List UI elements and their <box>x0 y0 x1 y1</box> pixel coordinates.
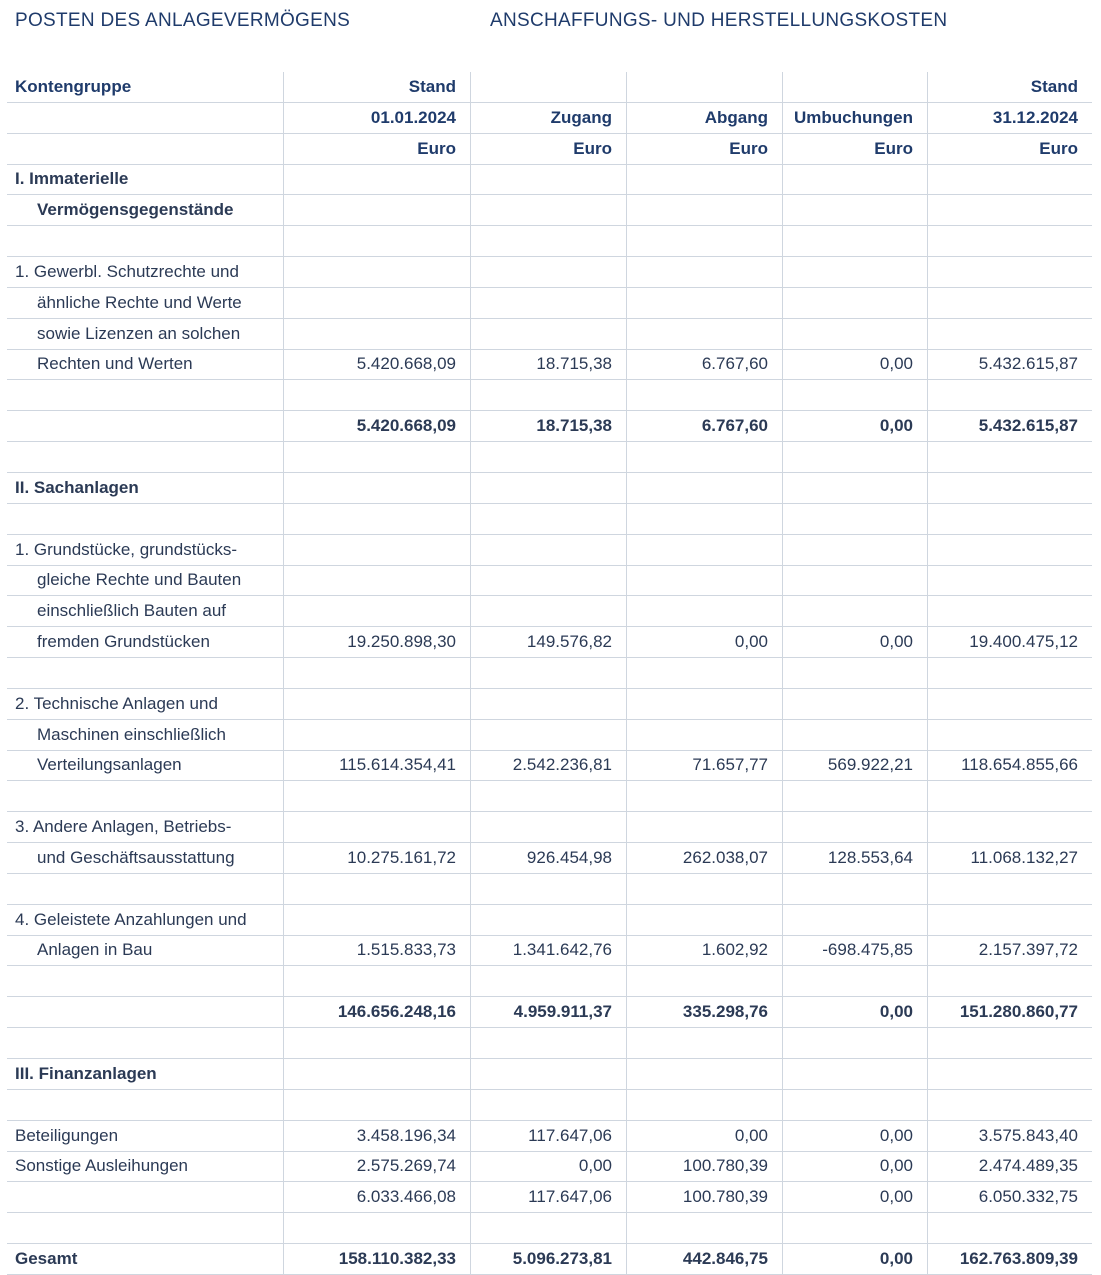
value-reclassifications <box>782 442 927 472</box>
table-row <box>7 195 1092 226</box>
header-row-1 <box>7 72 1092 103</box>
value-start <box>283 905 470 935</box>
value-end <box>927 1059 1092 1089</box>
value-additions <box>470 319 626 349</box>
row-label: I. Immaterielle <box>15 169 129 189</box>
row-label <box>7 781 283 811</box>
value-additions <box>470 504 626 534</box>
row-label <box>7 504 283 534</box>
value-reclassifications <box>782 596 927 626</box>
value-disposals <box>626 535 782 565</box>
value-additions <box>470 812 626 842</box>
row-label <box>7 1028 283 1058</box>
value-end <box>927 535 1092 565</box>
value-end: 11.068.132,27 <box>927 843 1092 873</box>
table-row <box>7 1152 1092 1183</box>
value-start <box>283 566 470 596</box>
table-row <box>7 689 1092 720</box>
value-reclassifications <box>782 720 927 750</box>
row-label: Rechten und Werten <box>37 354 193 374</box>
header-empty <box>470 72 626 102</box>
table-row <box>7 319 1092 350</box>
value-reclassifications <box>782 504 927 534</box>
value-start: 5.420.668,09 <box>283 350 470 380</box>
value-disposals <box>626 165 782 195</box>
value-additions: 5.096.273,81 <box>470 1244 626 1274</box>
table-row <box>7 874 1092 905</box>
row-label <box>7 1182 283 1212</box>
value-disposals <box>626 319 782 349</box>
header-empty <box>7 103 283 133</box>
value-reclassifications <box>782 1090 927 1120</box>
value-disposals <box>626 781 782 811</box>
value-start <box>283 380 470 410</box>
value-start: 2.575.269,74 <box>283 1152 470 1182</box>
value-additions <box>470 658 626 688</box>
value-end <box>927 473 1092 503</box>
value-start: 1.515.833,73 <box>283 936 470 966</box>
value-reclassifications <box>782 874 927 904</box>
table-row <box>7 350 1092 381</box>
value-reclassifications: 0,00 <box>782 350 927 380</box>
value-end: 151.280.860,77 <box>927 997 1092 1027</box>
value-reclassifications <box>782 165 927 195</box>
value-disposals <box>626 874 782 904</box>
value-end <box>927 689 1092 719</box>
header-balance-start: Stand <box>283 72 470 102</box>
value-disposals <box>626 195 782 225</box>
table-row <box>7 1090 1092 1121</box>
page-header <box>0 10 1101 40</box>
table-row <box>7 1059 1092 1090</box>
header-date-start: 01.01.2024 <box>283 103 470 133</box>
table-row <box>7 411 1092 442</box>
row-label: Verteilungsanlagen <box>37 755 182 775</box>
value-reclassifications: 569.922,21 <box>782 751 927 781</box>
value-reclassifications: -698.475,85 <box>782 936 927 966</box>
value-end: 2.157.397,72 <box>927 936 1092 966</box>
value-start <box>283 195 470 225</box>
table-row <box>7 812 1092 843</box>
value-start <box>283 288 470 318</box>
value-disposals <box>626 966 782 996</box>
table-row <box>7 843 1092 874</box>
header-unit: Euro <box>470 134 626 164</box>
value-end <box>927 1028 1092 1058</box>
table-row <box>7 966 1092 997</box>
value-reclassifications: 0,00 <box>782 1244 927 1274</box>
value-reclassifications <box>782 1028 927 1058</box>
value-disposals <box>626 658 782 688</box>
value-additions: 117.647,06 <box>470 1182 626 1212</box>
row-label: Sonstige Ausleihungen <box>15 1156 188 1176</box>
header-unit: Euro <box>927 134 1092 164</box>
table-row <box>7 288 1092 319</box>
value-reclassifications: 0,00 <box>782 1152 927 1182</box>
value-additions: 926.454,98 <box>470 843 626 873</box>
table-row <box>7 165 1092 196</box>
value-disposals <box>626 1028 782 1058</box>
value-start <box>283 1059 470 1089</box>
value-additions <box>470 288 626 318</box>
value-start <box>283 504 470 534</box>
table-row <box>7 936 1092 967</box>
value-disposals: 71.657,77 <box>626 751 782 781</box>
value-end <box>927 812 1092 842</box>
row-label <box>7 997 283 1027</box>
value-end <box>927 288 1092 318</box>
value-reclassifications <box>782 288 927 318</box>
row-label <box>7 442 283 472</box>
row-label <box>7 226 283 256</box>
value-additions <box>470 165 626 195</box>
table-row <box>7 781 1092 812</box>
header-unit: Euro <box>283 134 470 164</box>
row-label: 2. Technische Anlagen und <box>15 693 218 713</box>
value-additions <box>470 226 626 256</box>
table-row <box>7 566 1092 597</box>
value-disposals: 6.767,60 <box>626 411 782 441</box>
value-additions <box>470 1090 626 1120</box>
value-disposals <box>626 473 782 503</box>
table-row <box>7 1121 1092 1152</box>
value-end: 3.575.843,40 <box>927 1121 1092 1151</box>
value-disposals: 442.846,75 <box>626 1244 782 1274</box>
value-reclassifications: 0,00 <box>782 1121 927 1151</box>
value-reclassifications <box>782 812 927 842</box>
value-disposals <box>626 596 782 626</box>
row-label: und Geschäftsausstattung <box>37 847 235 867</box>
value-end: 118.654.855,66 <box>927 751 1092 781</box>
value-start <box>283 966 470 996</box>
value-start: 158.110.382,33 <box>283 1244 470 1274</box>
value-reclassifications: 0,00 <box>782 627 927 657</box>
table-row <box>7 997 1092 1028</box>
value-start <box>283 226 470 256</box>
table-row <box>7 257 1092 288</box>
value-reclassifications <box>782 226 927 256</box>
table-row <box>7 627 1092 658</box>
row-label: 1. Gewerbl. Schutzrechte und <box>15 261 239 281</box>
header-empty <box>626 72 782 102</box>
value-start <box>283 535 470 565</box>
value-additions <box>470 535 626 565</box>
table-row <box>7 226 1092 257</box>
value-disposals <box>626 1213 782 1243</box>
value-start: 19.250.898,30 <box>283 627 470 657</box>
value-end <box>927 257 1092 287</box>
value-start <box>283 781 470 811</box>
value-additions: 149.576,82 <box>470 627 626 657</box>
value-reclassifications <box>782 658 927 688</box>
row-label <box>7 966 283 996</box>
value-disposals <box>626 812 782 842</box>
table-row <box>7 1213 1092 1244</box>
value-start <box>283 596 470 626</box>
value-start: 3.458.196,34 <box>283 1121 470 1151</box>
row-label: Beteiligungen <box>15 1125 119 1145</box>
value-start: 10.275.161,72 <box>283 843 470 873</box>
header-row-2 <box>7 103 1092 134</box>
value-start <box>283 720 470 750</box>
value-end <box>927 226 1092 256</box>
value-disposals: 6.767,60 <box>626 350 782 380</box>
row-label: III. Finanzanlagen <box>15 1063 157 1083</box>
row-label: 4. Geleistete Anzahlungen und <box>15 909 247 929</box>
value-reclassifications <box>782 566 927 596</box>
row-label <box>7 658 283 688</box>
value-additions <box>470 1213 626 1243</box>
value-start: 5.420.668,09 <box>283 411 470 441</box>
table-row <box>7 473 1092 504</box>
value-end <box>927 905 1092 935</box>
value-additions: 2.542.236,81 <box>470 751 626 781</box>
value-reclassifications <box>782 380 927 410</box>
value-disposals <box>626 380 782 410</box>
value-start: 115.614.354,41 <box>283 751 470 781</box>
row-label: gleiche Rechte und Bauten <box>37 570 242 590</box>
value-additions <box>470 380 626 410</box>
value-start <box>283 319 470 349</box>
header-unit: Euro <box>626 134 782 164</box>
value-start <box>283 689 470 719</box>
value-reclassifications <box>782 905 927 935</box>
row-label <box>7 874 283 904</box>
header-balance-end: Stand <box>927 72 1092 102</box>
table-row <box>7 1028 1092 1059</box>
value-reclassifications <box>782 535 927 565</box>
row-label: einschließlich Bauten auf <box>37 601 227 621</box>
value-disposals: 262.038,07 <box>626 843 782 873</box>
value-start <box>283 473 470 503</box>
value-end <box>927 566 1092 596</box>
value-start <box>283 874 470 904</box>
value-start <box>283 658 470 688</box>
header-empty <box>782 72 927 102</box>
header-date-end: 31.12.2024 <box>927 103 1092 133</box>
value-disposals <box>626 257 782 287</box>
value-start <box>283 1090 470 1120</box>
value-start <box>283 165 470 195</box>
value-disposals <box>626 689 782 719</box>
value-end <box>927 442 1092 472</box>
table-row <box>7 535 1092 566</box>
row-label: Maschinen einschließlich <box>37 724 226 744</box>
value-reclassifications <box>782 473 927 503</box>
header-disposals: Abgang <box>626 103 782 133</box>
value-reclassifications <box>782 195 927 225</box>
value-disposals: 100.780,39 <box>626 1182 782 1212</box>
value-additions <box>470 720 626 750</box>
value-disposals: 0,00 <box>626 1121 782 1151</box>
table-row <box>7 442 1092 473</box>
row-label: Anlagen in Bau <box>37 940 153 960</box>
value-end <box>927 380 1092 410</box>
value-disposals <box>626 1090 782 1120</box>
value-reclassifications <box>782 966 927 996</box>
value-additions: 1.341.642,76 <box>470 936 626 966</box>
header-row-3 <box>7 134 1092 165</box>
value-disposals: 335.298,76 <box>626 997 782 1027</box>
asset-schedule-table <box>7 72 1092 1275</box>
row-label <box>7 411 283 441</box>
value-disposals: 100.780,39 <box>626 1152 782 1182</box>
header-empty <box>7 134 283 164</box>
value-end: 2.474.489,35 <box>927 1152 1092 1182</box>
value-end: 19.400.475,12 <box>927 627 1092 657</box>
value-reclassifications <box>782 257 927 287</box>
value-start <box>283 1213 470 1243</box>
section-title-asset-items: POSTEN DES ANLAGEVERMÖGENS <box>15 10 351 31</box>
table-row <box>7 720 1092 751</box>
value-additions: 117.647,06 <box>470 1121 626 1151</box>
value-end <box>927 596 1092 626</box>
value-additions: 0,00 <box>470 1152 626 1182</box>
value-end <box>927 195 1092 225</box>
value-disposals <box>626 504 782 534</box>
value-end <box>927 1090 1092 1120</box>
value-end <box>927 504 1092 534</box>
value-reclassifications: 0,00 <box>782 997 927 1027</box>
value-end <box>927 720 1092 750</box>
value-additions <box>470 566 626 596</box>
value-reclassifications <box>782 781 927 811</box>
section-title-acquisition-costs: ANSCHAFFUNGS- UND HERSTELLUNGSKOSTEN <box>490 10 948 31</box>
value-disposals: 0,00 <box>626 627 782 657</box>
value-disposals <box>626 1059 782 1089</box>
value-start <box>283 812 470 842</box>
value-start: 6.033.466,08 <box>283 1182 470 1212</box>
value-reclassifications: 0,00 <box>782 411 927 441</box>
value-start: 146.656.248,16 <box>283 997 470 1027</box>
value-start <box>283 257 470 287</box>
value-end <box>927 165 1092 195</box>
value-end <box>927 874 1092 904</box>
value-additions <box>470 1028 626 1058</box>
value-additions <box>470 257 626 287</box>
value-reclassifications <box>782 319 927 349</box>
value-additions: 18.715,38 <box>470 411 626 441</box>
value-reclassifications <box>782 1059 927 1089</box>
value-additions: 4.959.911,37 <box>470 997 626 1027</box>
value-end <box>927 1213 1092 1243</box>
value-reclassifications <box>782 689 927 719</box>
value-additions <box>470 442 626 472</box>
row-label: 1. Grundstücke, grundstücks- <box>15 539 238 559</box>
value-additions <box>470 781 626 811</box>
row-label <box>7 1090 283 1120</box>
value-disposals <box>626 288 782 318</box>
value-additions <box>470 596 626 626</box>
table-row <box>7 1244 1092 1275</box>
header-account-group: Kontengruppe <box>15 76 132 96</box>
value-additions <box>470 1059 626 1089</box>
value-end: 5.432.615,87 <box>927 411 1092 441</box>
value-disposals: 1.602,92 <box>626 936 782 966</box>
row-label: 3. Andere Anlagen, Betriebs- <box>15 817 232 837</box>
value-end <box>927 319 1092 349</box>
table-row <box>7 1182 1092 1213</box>
value-end: 6.050.332,75 <box>927 1182 1092 1212</box>
row-label: ähnliche Rechte und Werte <box>37 292 242 312</box>
header-unit: Euro <box>782 134 927 164</box>
table-row <box>7 751 1092 782</box>
value-additions <box>470 689 626 719</box>
header-additions: Zugang <box>470 103 626 133</box>
table-row <box>7 504 1092 535</box>
value-reclassifications: 128.553,64 <box>782 843 927 873</box>
value-start <box>283 442 470 472</box>
header-reclassifications: Umbuchungen <box>782 103 927 133</box>
value-end <box>927 658 1092 688</box>
table-row <box>7 905 1092 936</box>
value-start <box>283 1028 470 1058</box>
value-disposals <box>626 566 782 596</box>
value-additions: 18.715,38 <box>470 350 626 380</box>
value-additions <box>470 473 626 503</box>
row-label: Gesamt <box>15 1248 78 1268</box>
value-reclassifications: 0,00 <box>782 1182 927 1212</box>
table-row <box>7 380 1092 411</box>
value-end: 5.432.615,87 <box>927 350 1092 380</box>
value-additions <box>470 905 626 935</box>
value-end <box>927 781 1092 811</box>
value-end <box>927 966 1092 996</box>
value-reclassifications <box>782 1213 927 1243</box>
value-disposals <box>626 905 782 935</box>
value-end: 162.763.809,39 <box>927 1244 1092 1274</box>
row-label: Vermögensgegenstände <box>37 200 234 220</box>
value-additions <box>470 195 626 225</box>
row-label <box>7 380 283 410</box>
row-label: fremden Grundstücken <box>37 632 210 652</box>
table-row <box>7 596 1092 627</box>
row-label: sowie Lizenzen an solchen <box>37 323 241 343</box>
table-row <box>7 658 1092 689</box>
value-disposals <box>626 720 782 750</box>
value-additions <box>470 874 626 904</box>
row-label: II. Sachanlagen <box>15 477 139 497</box>
value-disposals <box>626 442 782 472</box>
value-disposals <box>626 226 782 256</box>
value-additions <box>470 966 626 996</box>
row-label <box>7 1213 283 1243</box>
